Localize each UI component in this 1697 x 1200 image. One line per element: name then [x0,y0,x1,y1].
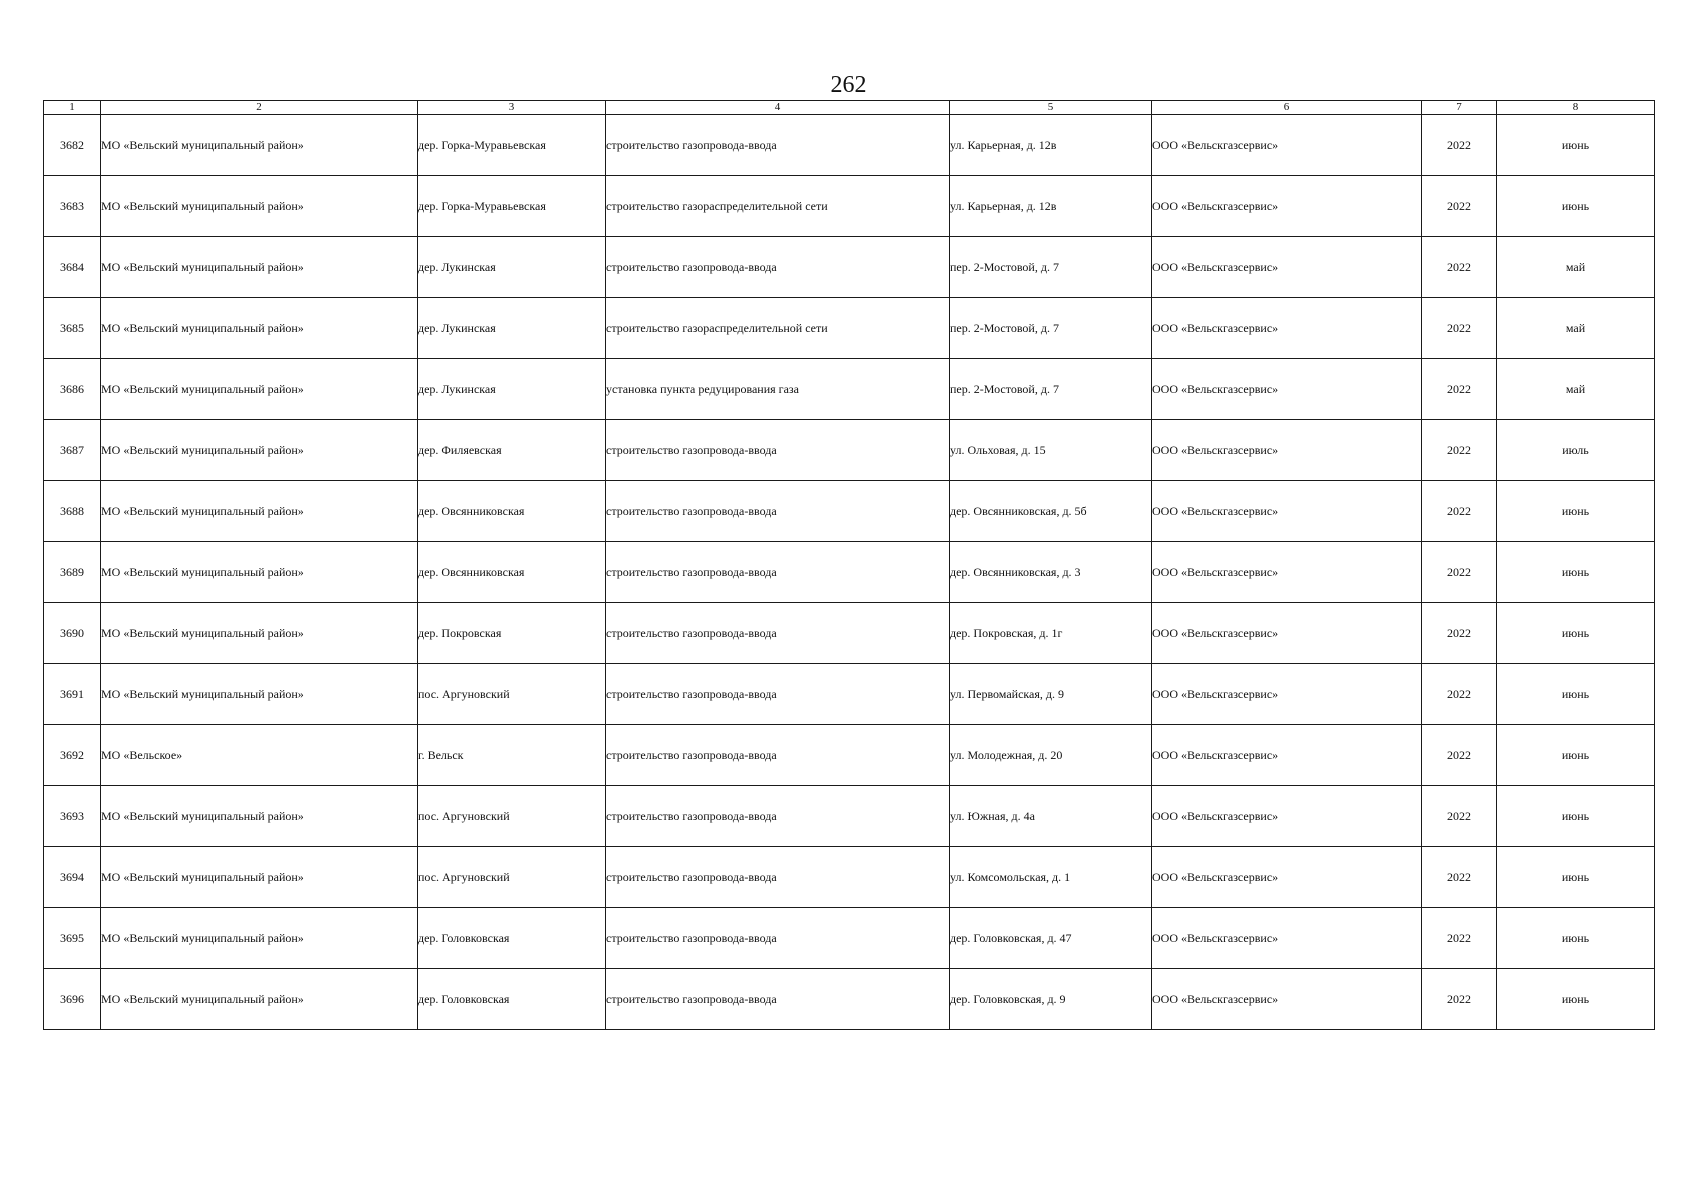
header-row [44,101,1655,115]
row-number-cell: 3683 [44,176,101,237]
contractor-cell: ООО «Вельскгазсервис» [1152,237,1422,298]
address-cell: ул. Карьерная, д. 12в [950,176,1152,237]
month-cell: июнь [1497,786,1655,847]
work-type-cell: строительство газопровода-ввода [606,115,950,176]
address-cell: ул. Молодежная, д. 20 [950,725,1152,786]
municipality-cell: МО «Вельский муниципальный район» [101,786,418,847]
month-cell: июнь [1497,969,1655,1030]
address-cell: пер. 2-Мостовой, д. 7 [950,298,1152,359]
work-type-cell: строительство газопровода-ввода [606,725,950,786]
municipality-cell: МО «Вельский муниципальный район» [101,603,418,664]
settlement-cell: дер. Покровская [418,603,606,664]
contractor-cell: ООО «Вельскгазсервис» [1152,176,1422,237]
municipality-cell: МО «Вельский муниципальный район» [101,664,418,725]
month-cell: июнь [1497,603,1655,664]
work-type-cell: строительство газопровода-ввода [606,481,950,542]
work-type-cell: строительство газопровода-ввода [606,908,950,969]
address-cell: ул. Комсомольская, д. 1 [950,847,1152,908]
row-number-cell: 3687 [44,420,101,481]
work-type-cell: строительство газопровода-ввода [606,237,950,298]
month-cell: май [1497,237,1655,298]
month-cell: июнь [1497,481,1655,542]
column-header: 7 [1422,101,1497,115]
address-cell: ул. Первомайская, д. 9 [950,664,1152,725]
year-cell: 2022 [1422,542,1497,603]
address-cell: дер. Головковская, д. 9 [950,969,1152,1030]
table-row [44,908,1655,969]
row-number-cell: 3696 [44,969,101,1030]
work-type-cell: строительство газопровода-ввода [606,969,950,1030]
column-header: 4 [606,101,950,115]
column-header: 3 [418,101,606,115]
year-cell: 2022 [1422,176,1497,237]
settlement-cell: г. Вельск [418,725,606,786]
settlement-cell: дер. Головковская [418,908,606,969]
row-number-cell: 3689 [44,542,101,603]
table-row [44,176,1655,237]
table-row [44,237,1655,298]
municipality-cell: МО «Вельское» [101,725,418,786]
address-cell: дер. Головковская, д. 47 [950,908,1152,969]
work-type-cell: строительство газораспределительной сети [606,176,950,237]
table-row [44,725,1655,786]
row-number-cell: 3688 [44,481,101,542]
column-header: 8 [1497,101,1655,115]
month-cell: июнь [1497,725,1655,786]
month-cell: июнь [1497,542,1655,603]
row-number-cell: 3685 [44,298,101,359]
month-cell: июнь [1497,664,1655,725]
year-cell: 2022 [1422,603,1497,664]
data-table [43,100,1655,1030]
settlement-cell: дер. Головковская [418,969,606,1030]
row-number-cell: 3695 [44,908,101,969]
settlement-cell: дер. Филяевская [418,420,606,481]
settlement-cell: дер. Горка-Муравьевская [418,176,606,237]
row-number-cell: 3690 [44,603,101,664]
work-type-cell: строительство газопровода-ввода [606,847,950,908]
month-cell: май [1497,298,1655,359]
contractor-cell: ООО «Вельскгазсервис» [1152,359,1422,420]
municipality-cell: МО «Вельский муниципальный район» [101,847,418,908]
municipality-cell: МО «Вельский муниципальный район» [101,298,418,359]
year-cell: 2022 [1422,298,1497,359]
year-cell: 2022 [1422,725,1497,786]
table-row [44,969,1655,1030]
work-type-cell: строительство газопровода-ввода [606,664,950,725]
year-cell: 2022 [1422,664,1497,725]
table-row [44,420,1655,481]
address-cell: пер. 2-Мостовой, д. 7 [950,237,1152,298]
work-type-cell: строительство газопровода-ввода [606,603,950,664]
address-cell: дер. Овсянниковская, д. 5б [950,481,1152,542]
table-header [44,101,1655,115]
row-number-cell: 3694 [44,847,101,908]
table-row [44,847,1655,908]
municipality-cell: МО «Вельский муниципальный район» [101,969,418,1030]
year-cell: 2022 [1422,969,1497,1030]
address-cell: дер. Покровская, д. 1г [950,603,1152,664]
municipality-cell: МО «Вельский муниципальный район» [101,542,418,603]
address-cell: ул. Карьерная, д. 12в [950,115,1152,176]
settlement-cell: пос. Аргуновский [418,847,606,908]
contractor-cell: ООО «Вельскгазсервис» [1152,908,1422,969]
table-row [44,664,1655,725]
row-number-cell: 3693 [44,786,101,847]
row-number-cell: 3682 [44,115,101,176]
municipality-cell: МО «Вельский муниципальный район» [101,908,418,969]
table-row [44,542,1655,603]
year-cell: 2022 [1422,908,1497,969]
work-type-cell: строительство газопровода-ввода [606,542,950,603]
month-cell: июнь [1497,115,1655,176]
month-cell: май [1497,359,1655,420]
address-cell: пер. 2-Мостовой, д. 7 [950,359,1152,420]
address-cell: дер. Овсянниковская, д. 3 [950,542,1152,603]
column-header: 6 [1152,101,1422,115]
municipality-cell: МО «Вельский муниципальный район» [101,176,418,237]
year-cell: 2022 [1422,481,1497,542]
settlement-cell: дер. Лукинская [418,298,606,359]
year-cell: 2022 [1422,237,1497,298]
settlement-cell: пос. Аргуновский [418,664,606,725]
work-type-cell: строительство газопровода-ввода [606,420,950,481]
contractor-cell: ООО «Вельскгазсервис» [1152,542,1422,603]
address-cell: ул. Ольховая, д. 15 [950,420,1152,481]
year-cell: 2022 [1422,115,1497,176]
year-cell: 2022 [1422,359,1497,420]
contractor-cell: ООО «Вельскгазсервис» [1152,603,1422,664]
row-number-cell: 3692 [44,725,101,786]
column-header: 1 [44,101,101,115]
contractor-cell: ООО «Вельскгазсервис» [1152,481,1422,542]
page-number: 262 [830,72,867,98]
settlement-cell: дер. Горка-Муравьевская [418,115,606,176]
table-row [44,359,1655,420]
column-header: 5 [950,101,1152,115]
contractor-cell: ООО «Вельскгазсервис» [1152,786,1422,847]
contractor-cell: ООО «Вельскгазсервис» [1152,115,1422,176]
contractor-cell: ООО «Вельскгазсервис» [1152,725,1422,786]
row-number-cell: 3684 [44,237,101,298]
table-body [44,115,1655,1030]
year-cell: 2022 [1422,420,1497,481]
settlement-cell: дер. Лукинская [418,237,606,298]
work-type-cell: строительство газопровода-ввода [606,786,950,847]
contractor-cell: ООО «Вельскгазсервис» [1152,847,1422,908]
month-cell: июнь [1497,908,1655,969]
address-cell: ул. Южная, д. 4а [950,786,1152,847]
work-type-cell: установка пункта редуцирования газа [606,359,950,420]
settlement-cell: дер. Овсянниковская [418,542,606,603]
settlement-cell: дер. Лукинская [418,359,606,420]
year-cell: 2022 [1422,847,1497,908]
month-cell: июль [1497,420,1655,481]
contractor-cell: ООО «Вельскгазсервис» [1152,969,1422,1030]
contractor-cell: ООО «Вельскгазсервис» [1152,298,1422,359]
contractor-cell: ООО «Вельскгазсервис» [1152,664,1422,725]
settlement-cell: пос. Аргуновский [418,786,606,847]
column-header: 2 [101,101,418,115]
municipality-cell: МО «Вельский муниципальный район» [101,237,418,298]
municipality-cell: МО «Вельский муниципальный район» [101,115,418,176]
row-number-cell: 3686 [44,359,101,420]
municipality-cell: МО «Вельский муниципальный район» [101,481,418,542]
table-row [44,115,1655,176]
table-row [44,298,1655,359]
row-number-cell: 3691 [44,664,101,725]
table-row [44,786,1655,847]
contractor-cell: ООО «Вельскгазсервис» [1152,420,1422,481]
month-cell: июнь [1497,176,1655,237]
work-type-cell: строительство газораспределительной сети [606,298,950,359]
settlement-cell: дер. Овсянниковская [418,481,606,542]
month-cell: июнь [1497,847,1655,908]
table-row [44,603,1655,664]
municipality-cell: МО «Вельский муниципальный район» [101,420,418,481]
year-cell: 2022 [1422,786,1497,847]
table-row [44,481,1655,542]
municipality-cell: МО «Вельский муниципальный район» [101,359,418,420]
